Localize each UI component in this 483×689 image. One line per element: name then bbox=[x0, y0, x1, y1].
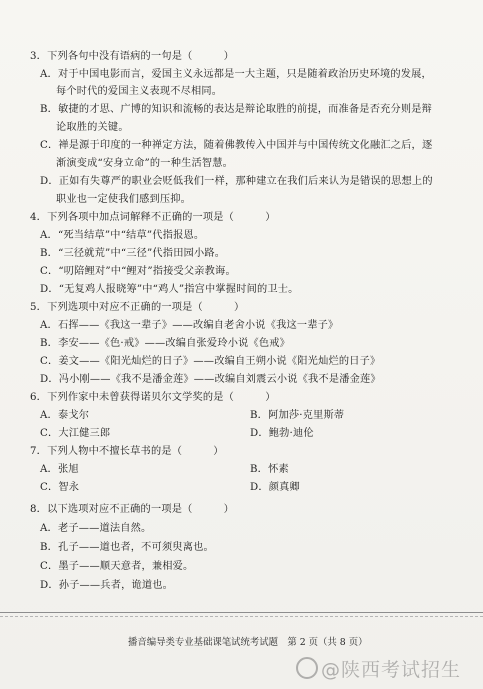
question-3-option-a-line1: A．对于中国电影而言，爱国主义永远都是一大主题，只是随着政治历史环境的发展， bbox=[40, 69, 432, 80]
question-8-option-b: B．孔子——道也者，不可须臾离也。 bbox=[40, 542, 214, 553]
question-5-stem: 5．下列选项中对应不正确的一项是（ ） bbox=[30, 302, 245, 313]
question-3-option-d-line1: D．正如有失尊严的职业会贬低我们一样，那种建立在我们后来认为是错误的思想上的 bbox=[40, 176, 433, 187]
question-8-option-c: C．墨子——顺天意者，兼相爱。 bbox=[40, 561, 194, 572]
question-5-option-a: A．石挥——《我这一辈子》——改编自老舍小说《我这一辈子》 bbox=[40, 320, 339, 331]
question-6-option-d: D．鲍勃·迪伦 bbox=[250, 428, 314, 439]
question-4-option-c: C．“叨陪鲤对”中“鲤对”指接受父亲教诲。 bbox=[40, 266, 236, 277]
question-4-option-b: B．“三径就荒”中“三径”代指田园小路。 bbox=[40, 248, 226, 259]
question-4-stem: 4．下列各项中加点词解释不正确的一项是（ ） bbox=[30, 212, 276, 223]
question-6-stem: 6．下列作家中未曾获得诺贝尔文学奖的是（ ） bbox=[30, 392, 276, 403]
watermark-text: @陕西考试招生 bbox=[321, 659, 462, 681]
question-3-stem: 3．下列各句中没有语病的一句是（ ） bbox=[30, 51, 235, 62]
question-5-option-b: B．李安——《色·戒》——改编自张爱玲小说《色戒》 bbox=[40, 338, 291, 349]
question-7-stem: 7．下列人物中不擅长草书的是（ ） bbox=[30, 446, 224, 457]
question-7-option-d: D．颜真卿 bbox=[250, 482, 300, 493]
question-7-option-a: A．张旭 bbox=[40, 464, 79, 475]
question-8-option-a: A．老子——道法自然。 bbox=[40, 523, 152, 534]
question-3-option-b-line1: B．敏捷的才思、广博的知识和流畅的表达是辩论取胜的前提，而准备是否充分则是辩 bbox=[40, 104, 433, 115]
question-5-option-d: D．冯小刚——《我不是潘金莲》——改编自刘震云小说《我不是潘金莲》 bbox=[40, 374, 381, 385]
question-3-option-a-line2: 每个时代的爱国主义表现不尽相同。 bbox=[56, 86, 223, 97]
watermark bbox=[296, 655, 461, 682]
question-6-option-a: A．泰戈尔 bbox=[40, 410, 90, 421]
question-4-option-d: D．“无复鸡人报晓筹”中“鸡人”指宫中掌握时间的卫士。 bbox=[40, 284, 299, 295]
question-3-option-d-line2: 职业也一定使我们感到压抑。 bbox=[56, 194, 192, 205]
footer-divider-dashed bbox=[0, 616, 483, 617]
question-3-option-b-line2: 论取胜的关键。 bbox=[56, 122, 129, 133]
footer-divider bbox=[0, 612, 483, 613]
question-7-option-b: B．怀素 bbox=[250, 464, 289, 475]
weibo-logo-icon bbox=[296, 657, 318, 679]
page-footer: 播音编导类专业基础课笔试统考试题 第 2 页（共 8 页） bbox=[128, 637, 368, 648]
question-3-option-c-line1: C．禅是源于印度的一种禅定方法，随着佛教传入中国并与中国传统文化融汇之后，逐 bbox=[40, 140, 433, 151]
question-3-option-c-line2: 渐演变成“安身立命”的一种生活智慧。 bbox=[56, 158, 234, 169]
question-7-option-c: C．智永 bbox=[40, 482, 80, 493]
question-6-option-b: B．阿加莎·克里斯蒂 bbox=[250, 410, 345, 421]
question-8-stem: 8．以下选项对应不正确的一项是（ ） bbox=[30, 504, 235, 515]
question-8-option-d: D．孙子——兵者，诡道也。 bbox=[40, 580, 174, 591]
question-6-option-c: C．大江健三郎 bbox=[40, 428, 111, 439]
question-5-option-c: C．姜文——《阳光灿烂的日子》——改编自王朔小说《阳光灿烂的日子》 bbox=[40, 356, 381, 367]
question-4-option-a: A．“死当结草”中“结草”代指报恩。 bbox=[40, 230, 205, 241]
